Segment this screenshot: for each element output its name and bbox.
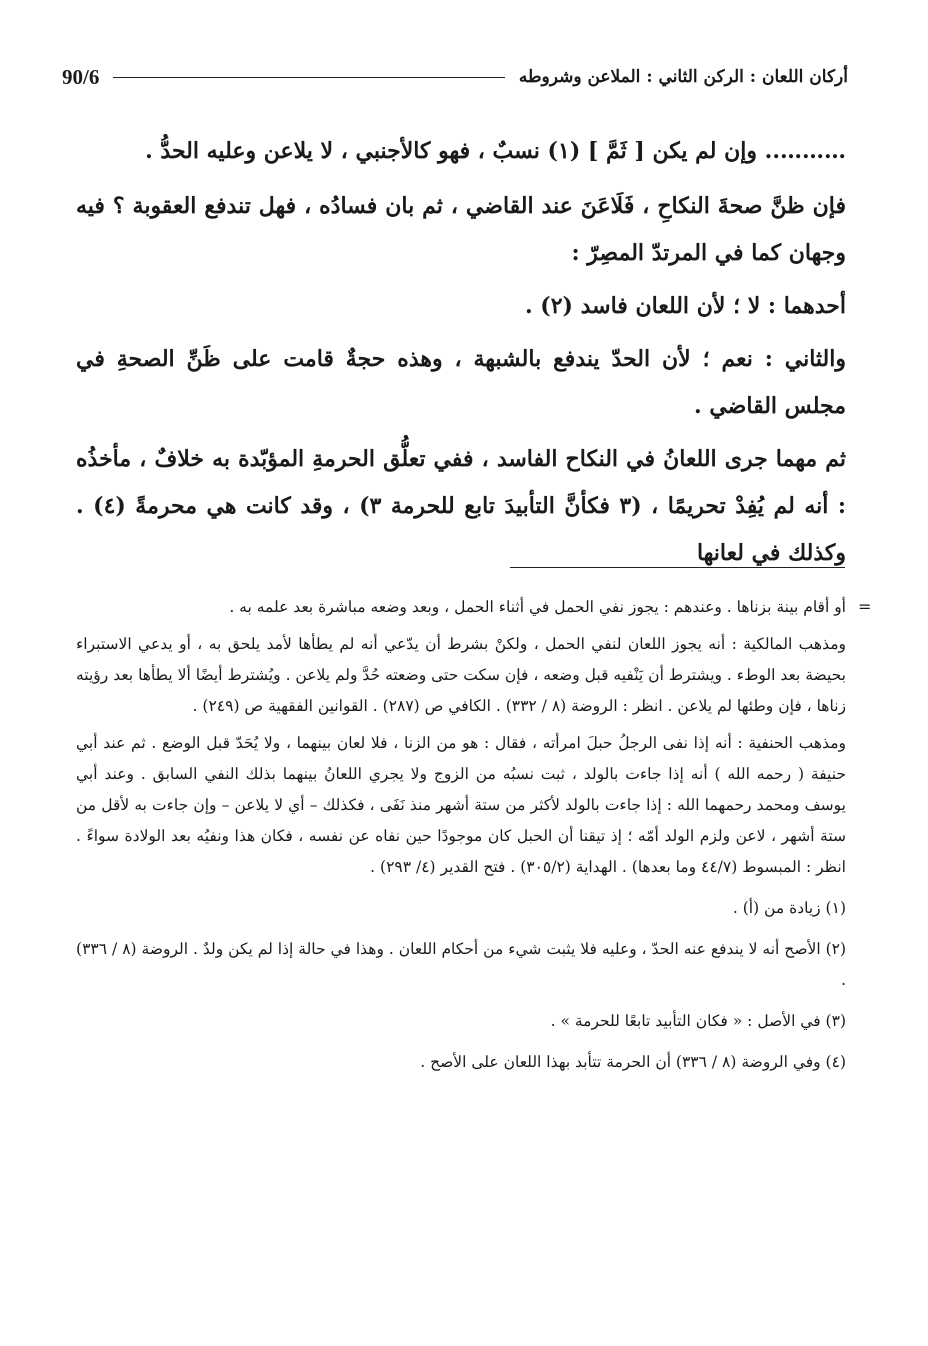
paragraph: ثم مهما جرى اللعانُ في النكاح الفاسد ، ففي تعلُّق الحرمةِ المؤبّدة به خلافٌ ، مأخذُه : أنه لم يُفِدْ تحريمًا ، (٣ فكأنَّ التأبيدَ تابع للحرمة ٣) ، وقد كانت هي محرمةً (٤) . وكذلك في لعانها <box>76 446 846 566</box>
page-number: 90/6 <box>62 64 100 89</box>
paragraph: فإن ظنَّ صحةَ النكاحِ ، فَلَاعَنَ عند القاضي ، ثم بان فسادُه ، فهل تندفع العقوبة ؟ فيه وجهان كما في المرتدّ المصِرّ : <box>76 193 846 266</box>
footnote-continuation: ومذهب المالكية : أنه يجوز اللعان لنفي الحمل ، ولكنْ بشرط أن يدّعي أنه لم يطأها لأمد يلحق به ، أو يدعي الاستبراء بحيضة بعد الوطء . ويشترط أن يَنْفيه قبل وضعه ، فإن سكت حتى وضعته حُدَّ ولم يلاعن . ويُشترط أيضًا ألا يطأها بعد رؤيته زناها ، فإن وطئها لم يلاعن . انظر : الروضة (٨ / ٣٣٢) . الكافي ص (٢٨٧) . القوانين الفقهية ص (٢٤٩) . <box>76 635 846 715</box>
footnote-continuation-mark: = <box>858 597 872 616</box>
running-head-title: أركان اللعان : الركن الثاني : الملاعن وشروطه <box>518 67 848 87</box>
paragraph: أحدهما : لا ؛ لأن اللعان فاسد (٢) . <box>524 293 846 319</box>
paragraph: ……….. وإن لم يكن [ ثَمَّ ] (١) نسبٌ ، فهو كالأجنبي ، لا يلاعن وعليه الحدُّ . <box>145 138 846 164</box>
running-head-rule <box>113 77 505 78</box>
footnote: (٢) الأصح أنه لا يندفع عنه الحدّ ، وعليه فلا يثبت شيء من أحكام اللعان . وهذا في حالة إذا لم يكن ولدٌ . الروضة (٨ / ٣٣٦) . <box>76 940 847 989</box>
footnote: (٣) في الأصل : « فكان التأبيد تابعًا للحرمة » . <box>550 1012 846 1030</box>
footnote-continuation: ومذهب الحنفية : أنه إذا نفى الرجلُ حبلَ امرأته ، فقال : هو من الزنا ، فلا لعان بينهما ، ولا يُحَدّ قبل الوضع . ثم عند أبي حنيفة ( رحمه الله ) أنه إذا جاءت بالولد ، ثبت نسبُه من الزوج ولا يجري اللعانُ بينهما بذلك النفي السابق . وعند أبي يوسف ومحمد رحمهما الله : إذا جاءت بالولد لأكثر من ستة أشهر منذ نَفَى ، فكذلك – أي لا يلاعن – وإن جاءت به لأقل من ستة أشهر ، لاعن ولزم الولد أمّه ؛ إذ تيقنا أن الحبل كان موجودًا حين نفاه عن نفسه ، فكان هذا ونفيُه بعد الولادة سواءً . انظر : المبسوط (٤٤/٧ وما بعدها) . الهداية (٣٠٥/٢) . فتح القدير (٤/ ٢٩٣) . <box>76 734 846 876</box>
main-text <box>76 128 846 583</box>
footnote-separator <box>510 567 845 568</box>
footnote-continuation: أو أقام بينة بزناها . وعندهم : يجوز نفي الحمل في أثناء الحمل ، وبعد وضعه مباشرة بعد علمه به . <box>229 598 846 616</box>
footnote: (١) زيادة من (أ) . <box>732 899 846 917</box>
footnote: (٤) وفي الروضة (٨ / ٣٣٦) أن الحرمة تتأبد بهذا اللعان على الأصح . <box>420 1053 846 1071</box>
paragraph: والثاني : نعم ؛ لأن الحدّ يندفع بالشبهة ، وهذه حجةٌ قامت على ظَنِّ الصحةِ في مجلس القاضي . <box>76 346 846 419</box>
footnotes <box>76 592 846 1088</box>
running-head <box>62 60 848 94</box>
